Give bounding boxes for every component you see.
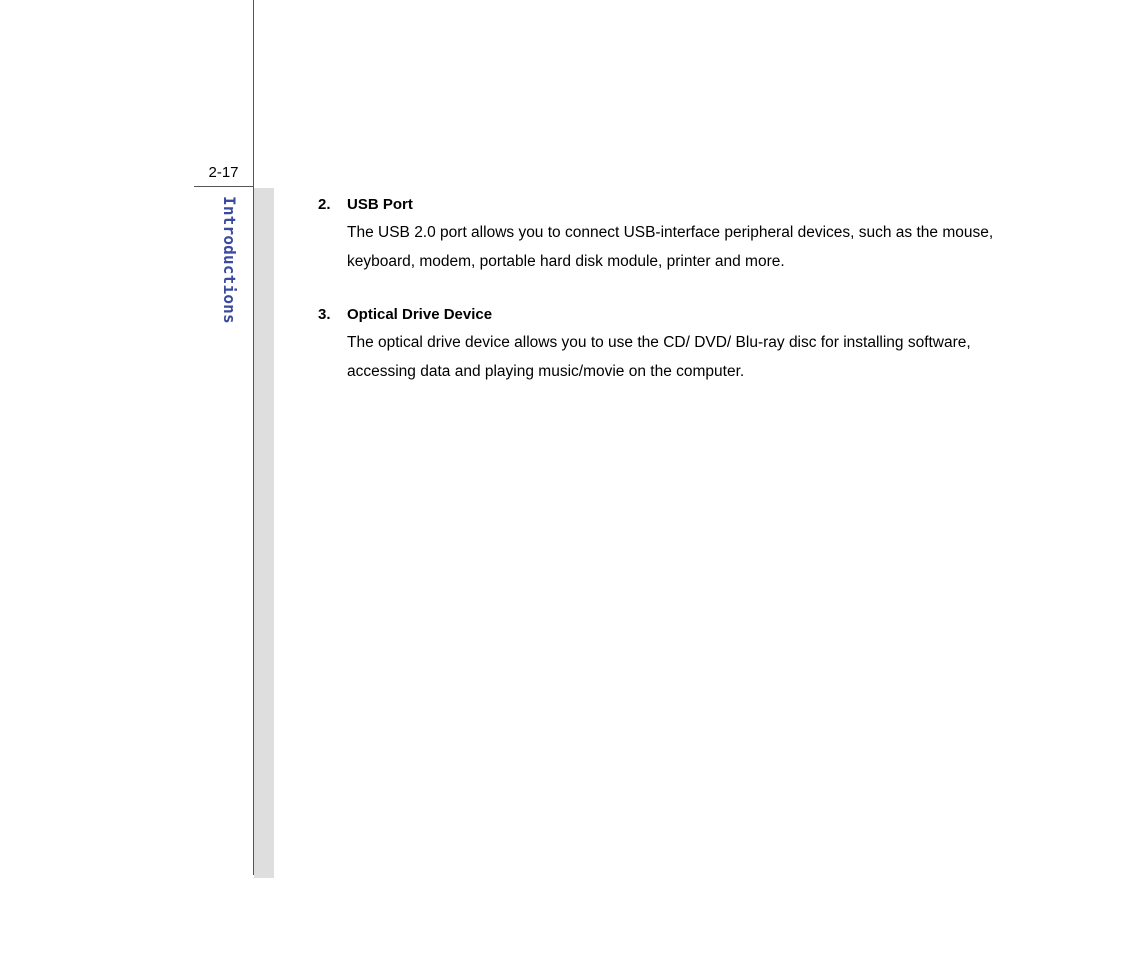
list-item-usb-port [318, 194, 1038, 276]
item-description: The USB 2.0 port allows you to connect USB-interface peripheral devices, such as the mouse, keyboard, modem, portable hard disk module, printer and more. [347, 224, 994, 270]
item-description: The optical drive device allows you to use the CD/ DVD/ Blu-ray disc for installing software, accessing data and playing music/movie on the computer. [347, 334, 971, 380]
item-title: Optical Drive Device [347, 306, 493, 323]
main-content [318, 194, 1038, 414]
margin-gray-bar [254, 188, 274, 878]
item-number: 3. [318, 306, 331, 323]
section-label: Introductions [220, 196, 239, 324]
item-title: USB Port [347, 196, 413, 213]
list-item-optical-drive [318, 304, 1038, 386]
page-number: 2-17 [194, 163, 253, 187]
item-number: 2. [318, 196, 331, 213]
